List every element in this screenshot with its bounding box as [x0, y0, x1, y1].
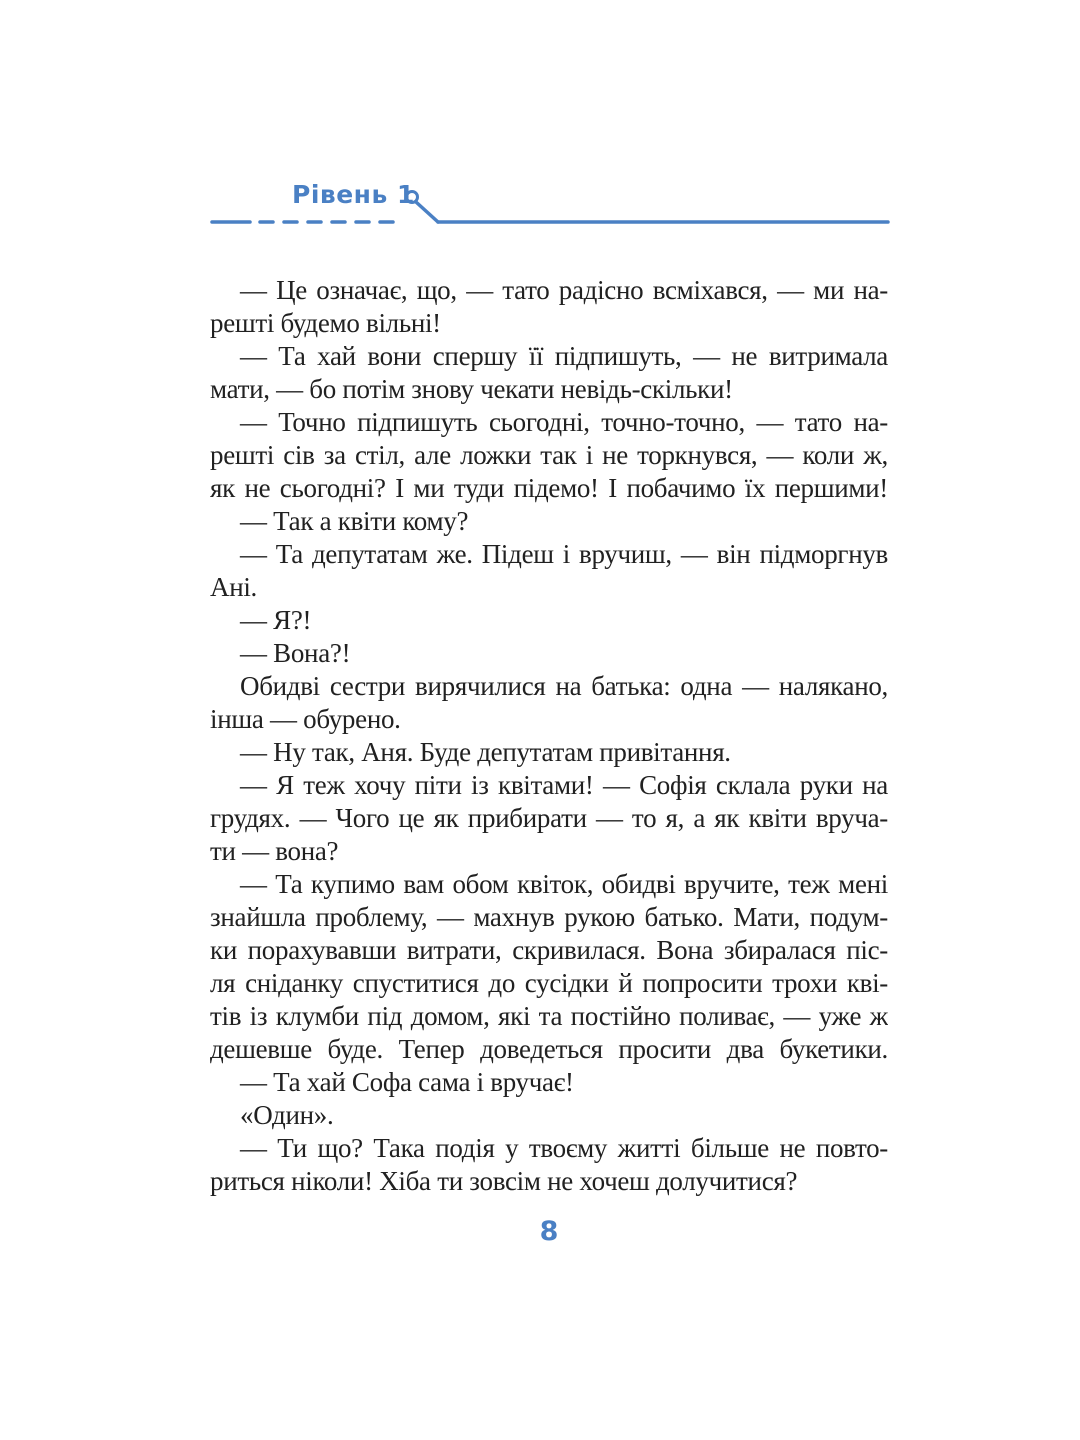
text-line: Ані.	[210, 572, 257, 602]
text-line: інша — обурено.	[210, 704, 401, 734]
text-line: знайшла проблему, — махнув рукою батько. Мати, подум-	[210, 902, 888, 932]
text-line: решті будемо вільні!	[210, 308, 441, 338]
text-line: — Ну так, Аня. Буде депутатам привітання.	[240, 737, 731, 767]
text-line: — Та хай Софа сама і вручає!	[240, 1067, 574, 1097]
text-line: ти — вона?	[210, 836, 339, 866]
text-line: решті сів за стіл, але ложки так і не торкнувся, — коли ж,	[210, 440, 888, 470]
text-line: мати, — бо потім знову чекати невідь-скільки!	[210, 374, 733, 404]
text-line: ки порахувавши витрати, скривилася. Вона збиралася піс-	[210, 935, 888, 965]
text-line: — Вона?!	[240, 638, 351, 668]
text-line: «Один».	[240, 1100, 334, 1130]
text-line: тів із клумби під домом, які та постійно поливає, — уже ж	[210, 1001, 888, 1031]
page-number: 8	[539, 1216, 559, 1247]
story-text	[210, 274, 888, 1198]
text-line: дешевше буде. Тепер доведеться просити два букетики.	[210, 1034, 888, 1064]
text-line: — Точно підпишуть сьогодні, точно-точно, — тато на-	[240, 407, 888, 437]
text-line: — Так а квіти кому?	[240, 506, 469, 536]
text-line: риться ніколи! Хіба ти зовсім не хочеш долучитися?	[210, 1166, 798, 1196]
text-line: як не сьогодні? І ми туди підемо! І побачимо їх першими!	[210, 473, 888, 503]
page-header	[210, 180, 890, 230]
text-line: — Та хай вони спершу її підпишуть, — не витримала	[240, 341, 888, 371]
page-footer	[210, 1216, 888, 1247]
text-line: ля сніданку спуститися до сусідки й попросити трохи кві-	[210, 968, 888, 998]
text-line: — Я теж хочу піти із квітами! — Софія склала руки на	[240, 770, 888, 800]
diagonal-line	[416, 202, 438, 222]
text-line: грудях. — Чого це як прибирати — то я, а як квіти вруча-	[210, 803, 888, 833]
text-line: Обидві сестри вирячилися на батька: одна — налякано,	[240, 671, 888, 701]
text-line: — Це означає, що, — тато радісно всміхався, — ми на-	[240, 275, 888, 305]
level-label: Рівень 1	[292, 180, 415, 209]
text-line: — Та купимо вам обом квіток, обидві вручите, теж мені	[240, 869, 888, 899]
text-line: — Та депутатам же. Підеш і вручиш, — він підморгнув	[240, 539, 888, 569]
text-line: — Ти що? Така подія у твоєму житті більше не повто-	[240, 1133, 888, 1163]
text-line: — Я?!	[240, 605, 312, 635]
